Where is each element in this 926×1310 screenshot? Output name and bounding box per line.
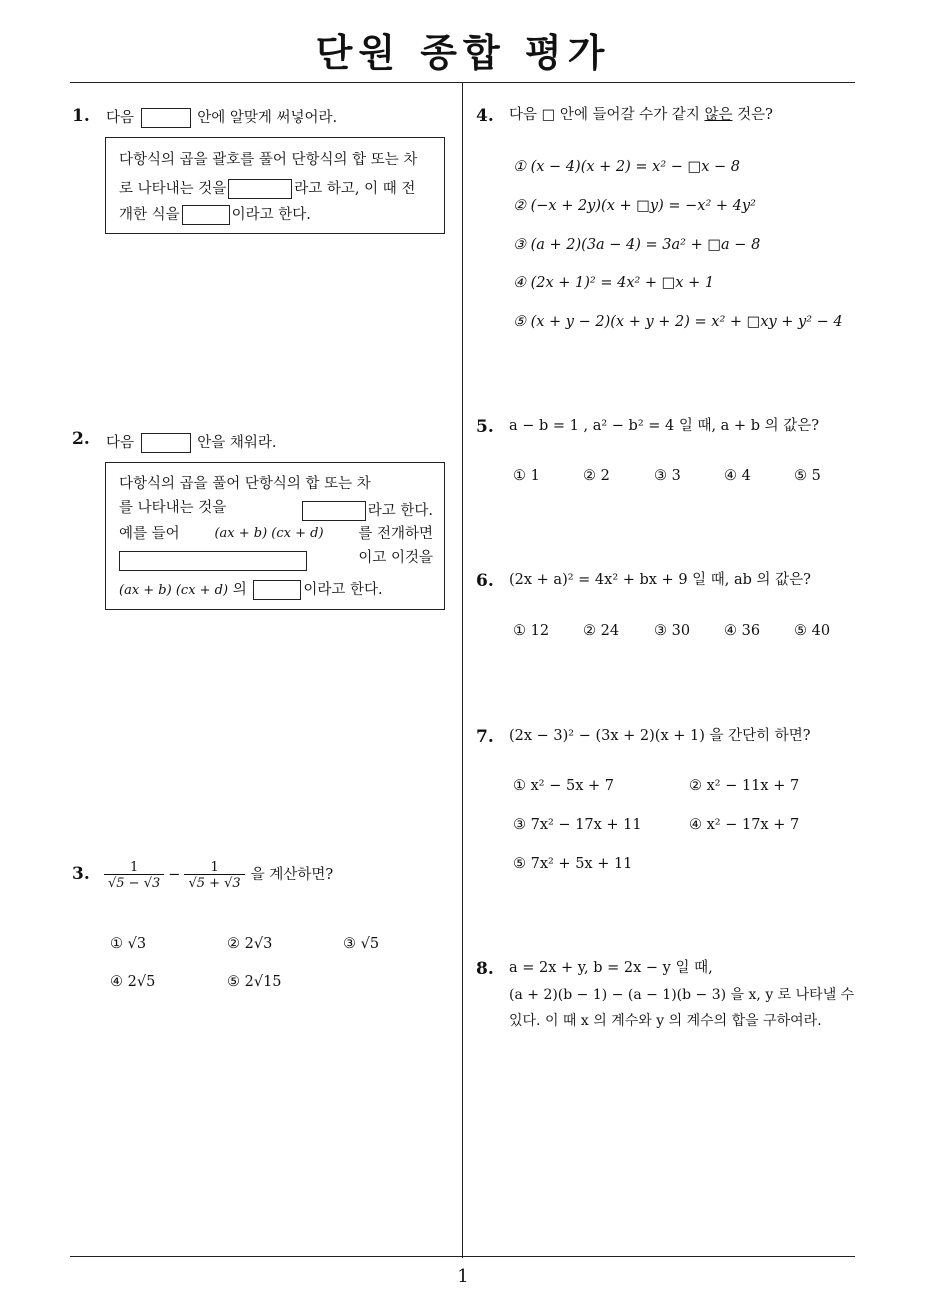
q5-prompt: a − b = 1 , a² − b² = 4 일 때, a + b 의 값은? [509,418,819,434]
q3-frac2-den: √5 + √3 [184,874,244,890]
q6-choice-4[interactable]: ④ 36 [724,623,761,639]
page-number: 1 [457,1266,469,1287]
q6-choice-2[interactable]: ② 24 [583,623,620,639]
q2-prompt [106,433,277,453]
q1-prompt-a: 다음 [106,110,135,126]
q6-prompt: (2x + a)² = 4x² + bx + 9 일 때, ab 의 값은? [509,572,811,588]
q8-number: 8. [476,959,494,979]
q2-prompt-blank[interactable] [141,433,191,453]
q3-choice-3[interactable]: ③ √5 [343,936,380,952]
q8-line3: 있다. 이 때 x 의 계수와 y 의 계수의 합을 구하여라. [509,1013,822,1029]
q2-box-line3-math: (ax + b) (cx + d) [214,526,324,541]
q1-number: 1. [72,106,90,126]
q7-prompt: (2x − 3)² − (3x + 2)(x + 1) 을 간단히 하면? [509,728,811,744]
q2-box-line1: 다항식의 곱을 풀어 단항식의 합 또는 차 [119,476,371,492]
q2-box-line2b: 라고 한다. [367,503,433,519]
q7-choice-4[interactable]: ④ x² − 17x + 7 [689,817,800,833]
q4-choice-2[interactable]: ② (−x + 2y)(x + □y) = −x² + 4y² [513,198,756,214]
q6-number: 6. [476,571,494,591]
q5-choice-5[interactable]: ⑤ 5 [794,468,821,484]
q2-box [105,462,445,610]
q1-box-line2a: 로 나타내는 것을 [119,181,227,197]
q3-expression [104,861,333,890]
q1-prompt-blank[interactable] [141,108,191,128]
q7-choice-1[interactable]: ① x² − 5x + 7 [513,778,614,794]
q3-number: 3. [72,864,90,884]
q2-box-line4-text: 이고 이것을 [358,550,433,566]
q7-number: 7. [476,727,494,747]
q3-fraction-2 [184,861,244,890]
q2-blank-1[interactable] [302,501,366,521]
q6-choice-5[interactable]: ⑤ 40 [794,623,831,639]
q2-prompt-b: 안을 채워라. [197,435,277,451]
q7-choice-5[interactable]: ⑤ 7x² + 5x + 11 [513,856,633,872]
bottom-rule [70,1256,855,1257]
q5-choice-3[interactable]: ③ 3 [654,468,681,484]
q3-frac1-num: 1 [130,860,139,875]
q1-box-line3b: 이라고 한다. [231,207,311,223]
q4-prompt-b: 것은? [737,107,773,123]
q4-number: 4. [476,106,494,126]
q2-prompt-a: 다음 [106,435,135,451]
q5-choice-2[interactable]: ② 2 [583,468,610,484]
q7-choice-2[interactable]: ② x² − 11x + 7 [689,778,800,794]
q8-line2: (a + 2)(b − 1) − (a − 1)(b − 3) 을 x, y 로 나타낼 수 [509,987,855,1003]
q3-frac2-num: 1 [210,860,219,875]
q4-prompt-a: 다음 □ 안에 들어갈 수가 같지 [509,107,700,123]
q1-blank-1[interactable] [228,179,292,199]
q7-choice-3[interactable]: ③ 7x² − 17x + 11 [513,817,642,833]
q2-box-line2a: 를 나타내는 것을 [119,500,227,516]
q6-choice-1[interactable]: ① 12 [513,623,550,639]
q4-prompt-underlined: 않은 [704,107,733,123]
q2-box-line5a: 의 [232,582,247,598]
q2-box-line2 [119,501,433,521]
q3-frac1-den: √5 − √3 [104,874,164,890]
q5-number: 5. [476,417,494,437]
q2-box-line5 [119,580,383,600]
q1-box-line2b: 라고 하고, 이 때 전 [294,181,416,197]
q1-box-line3a: 개한 식을 [119,207,180,223]
q2-box-line3b: 를 전개하면 [358,526,433,542]
q2-box-line3 [119,527,433,542]
q1-box-line1: 다항식의 곱을 괄호를 풀어 단항식의 합 또는 차 [119,152,418,168]
q2-box-line5-math: (ax + b) (cx + d) [119,583,229,598]
q3-choice-2[interactable]: ② 2√3 [227,936,273,952]
q5-choice-4[interactable]: ④ 4 [724,468,751,484]
q1-blank-2[interactable] [182,205,230,225]
q3-choice-4[interactable]: ④ 2√5 [110,974,156,990]
q2-number: 2. [72,429,90,449]
q3-choice-5[interactable]: ⑤ 2√15 [227,974,282,990]
q2-blank-2[interactable] [119,551,307,571]
q3-suffix: 을 계산하면? [250,867,334,884]
q2-box-line3a: 예를 들어 [119,526,180,542]
q3-minus: − [168,867,181,884]
page-title: 단원 종합 평가 [315,31,611,75]
q1-box [105,137,445,234]
q1-box-line3 [119,205,311,225]
q6-choice-3[interactable]: ③ 30 [654,623,691,639]
q4-choice-3[interactable]: ③ (a + 2)(3a − 4) = 3a² + □a − 8 [513,237,761,253]
q4-choice-5[interactable]: ⑤ (x + y − 2)(x + y + 2) = x² + □xy + y² − 4 [513,314,843,330]
q1-box-line2 [119,179,415,199]
q3-choice-1[interactable]: ① √3 [110,936,147,952]
q3-fraction-1 [104,861,164,890]
q5-choice-1[interactable]: ① 1 [513,468,540,484]
q2-box-line5b: 이라고 한다. [303,582,383,598]
q2-blank-3[interactable] [253,580,301,600]
q1-prompt [106,108,337,128]
q4-choice-1[interactable]: ① (x − 4)(x + 2) = x² − □x − 8 [513,159,740,175]
q4-prompt [509,108,773,123]
q8-line1: a = 2x + y, b = 2x − y 일 때, [509,960,713,976]
q4-choice-4[interactable]: ④ (2x + 1)² = 4x² + □x + 1 [513,275,715,291]
q1-prompt-b: 안에 알맞게 써넣어라. [197,110,338,126]
q2-box-line4 [117,551,433,571]
column-divider [462,83,463,1258]
